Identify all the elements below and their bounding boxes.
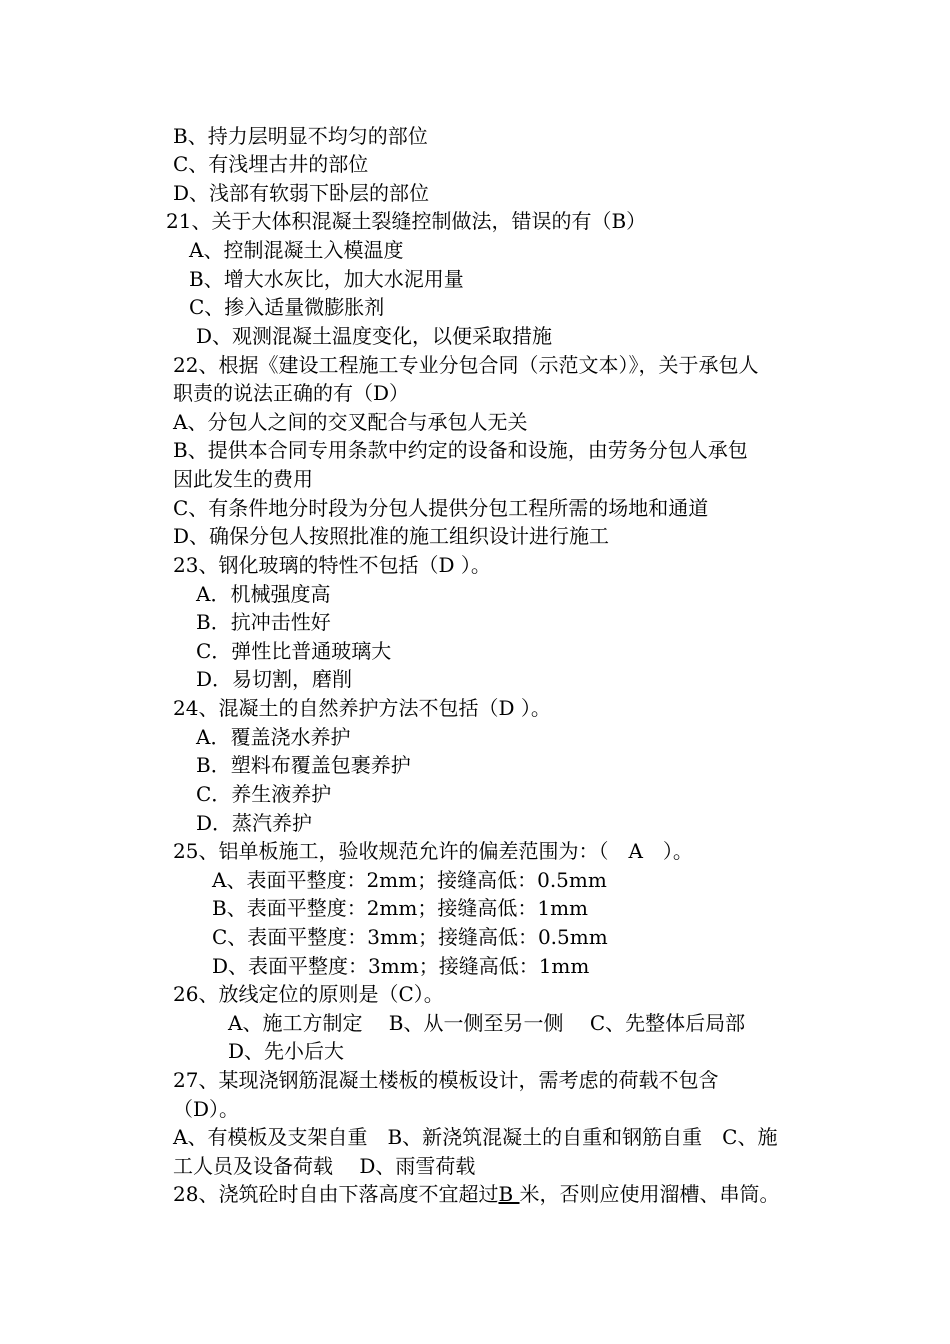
option-line: C、表面平整度：3mm；接缝高低：0.5mm bbox=[212, 925, 608, 949]
option-line: D、确保分包人按照批准的施工组织设计进行施工 bbox=[173, 524, 610, 548]
option-line: D．蒸汽养护 bbox=[196, 811, 313, 835]
question-28-text-end: 米，否则应使用溜槽、串筒。 bbox=[519, 1182, 780, 1206]
option-line: C．养生液养护 bbox=[196, 782, 332, 806]
question-22: 22、根据《建设工程施工专业分包合同（示范文本）》，关于承包人 bbox=[173, 353, 759, 377]
question-26: 26、放线定位的原则是（C）。 bbox=[173, 982, 444, 1006]
option-line: B、增大水灰比，加大水泥用量 bbox=[189, 267, 464, 291]
option-line: C、掺入适量微膨胀剂 bbox=[189, 295, 385, 319]
question-21: 21、关于大体积混凝土裂缝控制做法，错误的有（B） bbox=[166, 209, 647, 233]
option-line: B、表面平整度：2mm；接缝高低：1mm bbox=[212, 896, 589, 920]
option-line: A、表面平整度：2mm；接缝高低：0.5mm bbox=[212, 868, 607, 892]
question-25: 25、铝单板施工，验收规范允许的偏差范围为：（ A ）。 bbox=[173, 839, 693, 863]
option-line-cont: 因此发生的费用 bbox=[173, 467, 313, 491]
option-line: D、观测混凝土温度变化，以便采取措施 bbox=[196, 324, 553, 348]
option-line: A．机械强度高 bbox=[196, 582, 331, 606]
question-27: 27、某现浇钢筋混凝土楼板的模板设计，需考虑的荷载不包含 bbox=[173, 1068, 719, 1092]
option-line: D、先小后大 bbox=[228, 1039, 345, 1063]
option-line: A、控制混凝土入模温度 bbox=[189, 238, 404, 262]
option-line: D、浅部有软弱下卧层的部位 bbox=[173, 181, 430, 205]
option-line: C．弹性比普通玻璃大 bbox=[196, 639, 392, 663]
question-28-answer: B bbox=[498, 1182, 520, 1206]
option-line: A、有模板及支架自重 B、新浇筑混凝土的自重和钢筋自重 C、施 bbox=[173, 1125, 778, 1149]
option-line: B、提供本合同专用条款中约定的设备和设施，由劳务分包人承包 bbox=[173, 438, 748, 462]
question-22-cont: 职责的说法正确的有（D） bbox=[173, 381, 410, 405]
option-line: D．易切割，磨削 bbox=[196, 667, 353, 691]
option-line: C、有条件地分时段为分包人提供分包工程所需的场地和通道 bbox=[173, 496, 709, 520]
option-line: A、分包人之间的交叉配合与承包人无关 bbox=[173, 410, 528, 434]
option-line: B．塑料布覆盖包裹养护 bbox=[196, 753, 411, 777]
option-line: B、持力层明显不均匀的部位 bbox=[173, 124, 428, 148]
question-27-cont: （D）。 bbox=[173, 1097, 240, 1121]
option-line: C、有浅埋古井的部位 bbox=[173, 152, 369, 176]
question-28-text: 28、浇筑砼时自由下落高度不宜超过 bbox=[173, 1182, 499, 1206]
option-line-cont: 工人员及设备荷载 D、雨雪荷载 bbox=[173, 1154, 476, 1178]
option-line: B．抗冲击性好 bbox=[196, 610, 331, 634]
question-24: 24、混凝土的自然养护方法不包括（D ）。 bbox=[173, 696, 551, 720]
option-line: A、施工方制定 B、从一侧至另一侧 C、先整体后局部 bbox=[228, 1011, 746, 1035]
question-23: 23、钢化玻璃的特性不包括（D ）。 bbox=[173, 553, 491, 577]
question-28 bbox=[173, 1180, 780, 1208]
option-line: D、表面平整度：3mm；接缝高低：1mm bbox=[212, 954, 590, 978]
option-line: A．覆盖浇水养护 bbox=[196, 725, 351, 749]
